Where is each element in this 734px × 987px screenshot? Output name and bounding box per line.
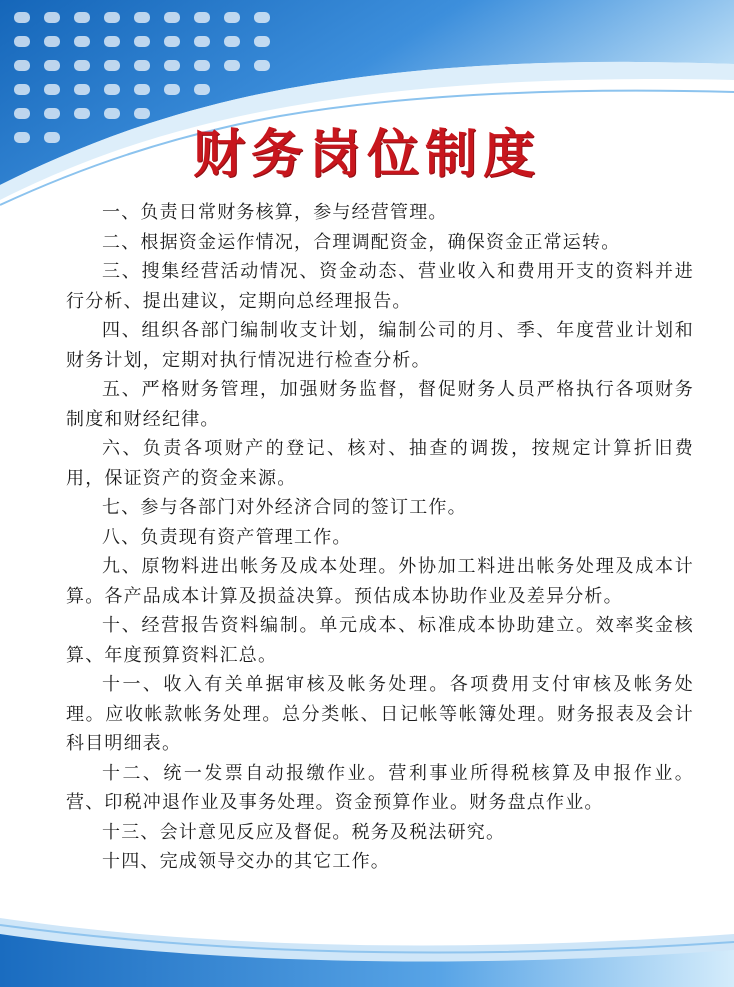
rule-item: 十、经营报告资料编制。单元成本、标准成本协助建立。效率奖金核算、年度预算资料汇总。 bbox=[66, 615, 694, 666]
rule-item: 十四、完成领导交办的其它工作。 bbox=[102, 851, 390, 872]
rule-item: 九、原物料进出帐务及成本处理。外协加工料进出帐务处理及成本计算。各产品成本计算及损益决算。预估成本协助作业及差异分析。 bbox=[66, 556, 694, 607]
decorative-dot bbox=[14, 12, 30, 23]
decorative-dot bbox=[104, 84, 120, 95]
decorative-dot bbox=[104, 36, 120, 47]
decorative-dot bbox=[14, 84, 30, 95]
rule-item: 七、参与各部门对外经济合同的签订工作。 bbox=[102, 497, 467, 518]
rule-item: 十一、收入有关单据审核及帐务处理。各项费用支付审核及帐务处理。应收帐款帐务处理。总分类帐、日记帐等帐簿处理。财务报表及会计科目明细表。 bbox=[66, 674, 694, 754]
rule-item: 一、负责日常财务核算，参与经营管理。 bbox=[102, 202, 448, 223]
decorative-dot bbox=[134, 36, 150, 47]
decorative-dot bbox=[74, 36, 90, 47]
decorative-dot bbox=[194, 12, 210, 23]
rule-item: 五、严格财务管理，加强财务监督，督促财务人员严格执行各项财务制度和财经纪律。 bbox=[66, 379, 694, 430]
decorative-dot bbox=[74, 12, 90, 23]
rule-item: 八、负责现有资产管理工作。 bbox=[102, 526, 352, 548]
decorative-dot bbox=[194, 36, 210, 47]
decorative-dot bbox=[104, 12, 120, 23]
page-title: 财务岗位制度 bbox=[192, 124, 541, 185]
rule-item: 十二、统一发票自动报缴作业。营利事业所得税核算及申报作业。营、印税冲退作业及事务处理。资金预算作业。财务盘点作业。 bbox=[66, 762, 694, 813]
decorative-dot bbox=[14, 60, 30, 71]
decorative-dot bbox=[194, 60, 210, 71]
rule-item: 二、根据资金运作情况，合理调配资金，确保资金正常运转。 bbox=[102, 231, 621, 253]
decorative-dot bbox=[104, 60, 120, 71]
decorative-dot bbox=[164, 60, 180, 71]
decorative-dot bbox=[44, 12, 60, 23]
decorative-dot bbox=[74, 84, 90, 95]
decorative-dot bbox=[164, 84, 180, 95]
rule-item: 十三、会计意见反应及督促。税务及税法研究。 bbox=[102, 821, 506, 843]
decorative-dot bbox=[194, 84, 210, 95]
decorative-dot bbox=[254, 36, 270, 47]
decorative-dot bbox=[224, 60, 240, 71]
decorative-dot bbox=[224, 12, 240, 23]
decorative-dot bbox=[134, 60, 150, 71]
decorative-dot bbox=[224, 36, 240, 47]
decorative-dot bbox=[44, 84, 60, 95]
decorative-dot bbox=[134, 84, 150, 95]
rule-item: 六、负责各项财产的登记、核对、抽查的调拨，按规定计算折旧费用，保证资产的资金来源。 bbox=[66, 438, 694, 489]
rule-item: 三、搜集经营活动情况、资金动态、营业收入和费用开支的资料并进行分析、提出建议，定期向总经理报告。 bbox=[66, 261, 694, 312]
decorative-dot bbox=[44, 60, 60, 71]
rules-list bbox=[66, 198, 694, 877]
decorative-dot bbox=[44, 36, 60, 47]
decorative-dot bbox=[134, 12, 150, 23]
decorative-dot bbox=[254, 12, 270, 23]
decorative-dot bbox=[14, 36, 30, 47]
decorative-dot bbox=[74, 60, 90, 71]
rule-item: 四、组织各部门编制收支计划，编制公司的月、季、年度营业计划和财务计划，定期对执行情况进行检查分析。 bbox=[66, 320, 694, 371]
decorative-dot bbox=[164, 12, 180, 23]
decorative-dot bbox=[254, 60, 270, 71]
decorative-dot bbox=[164, 36, 180, 47]
